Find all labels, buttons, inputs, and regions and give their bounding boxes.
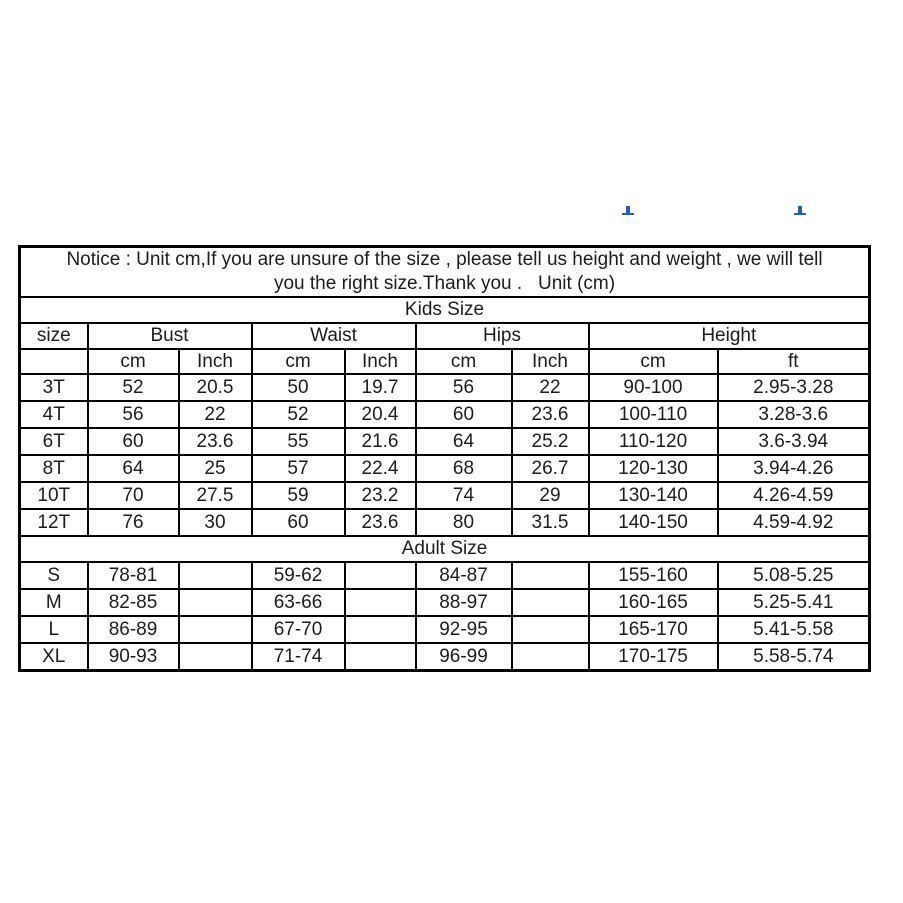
table-cell: 5.58-5.74 [718,643,870,671]
size-label: M [20,589,88,616]
table-cell: 64 [88,455,179,482]
table-cell: 82-85 [88,589,179,616]
table-cell: 96-99 [416,643,512,671]
table-cell: 60 [88,428,179,455]
table-row-l [20,616,870,643]
size-label: XL [20,643,88,671]
column-group-header-row [20,323,870,349]
table-cell: 110-120 [589,428,718,455]
size-label: 4T [20,401,88,428]
table-cell: 67-70 [252,616,345,643]
kids-section-title: Kids Size [20,297,870,323]
table-cell: 90-93 [88,643,179,671]
table-cell [512,562,589,589]
table-cell: 2.95-3.28 [718,374,870,401]
table-cell [345,589,416,616]
table-cell [345,562,416,589]
table-cell: 140-150 [589,509,718,536]
table-cell: 155-160 [589,562,718,589]
table-cell: 5.08-5.25 [718,562,870,589]
table-cell: 25 [179,455,252,482]
table-row-3t [20,374,870,401]
table-cell: 130-140 [589,482,718,509]
table-cell: 22.4 [345,455,416,482]
table-cell: 165-170 [589,616,718,643]
table-cell: 23.6 [512,401,589,428]
table-cell: 59-62 [252,562,345,589]
size-label: L [20,616,88,643]
table-row-8t [20,455,870,482]
table-cell: 4.26-4.59 [718,482,870,509]
table-cell [179,616,252,643]
table-cell [512,643,589,671]
unit-header-row [20,349,870,374]
table-cell: 63-66 [252,589,345,616]
table-row-s [20,562,870,589]
table-row-12t [20,509,870,536]
table-cell: 3.6-3.94 [718,428,870,455]
table-cell [512,589,589,616]
header-height-ft: ft [718,349,870,374]
kids-section-row [20,297,870,323]
adult-section-title: Adult Size [20,536,870,562]
table-cell: 25.2 [512,428,589,455]
notice-line-1: Notice : Unit cm,If you are unsure of the size , please tell us height and weight , we will tell [66,249,823,270]
table-cell: 160-165 [589,589,718,616]
table-cell: 55 [252,428,345,455]
header-size: size [20,323,88,349]
header-hips: Hips [416,323,589,349]
table-cell: 26.7 [512,455,589,482]
notice-line-2: you the right size.Thank you . Unit (cm) [273,273,616,294]
table-cell: 56 [88,401,179,428]
table-cell: 74 [416,482,512,509]
header-bust: Bust [88,323,252,349]
table-cell: 90-100 [589,374,718,401]
size-chart-table [18,245,871,672]
table-cell: 52 [252,401,345,428]
table-cell: 31.5 [512,509,589,536]
table-cell: 56 [416,374,512,401]
table-cell: 86-89 [88,616,179,643]
size-label: 3T [20,374,88,401]
table-cell [512,616,589,643]
table-cell: 170-175 [589,643,718,671]
notice-cell [20,247,870,298]
table-cell: 22 [512,374,589,401]
size-label: 8T [20,455,88,482]
size-label: 6T [20,428,88,455]
table-cell: 52 [88,374,179,401]
table-row-10t [20,482,870,509]
table-cell: 23.6 [179,428,252,455]
table-cell: 50 [252,374,345,401]
table-cell: 71-74 [252,643,345,671]
table-cell: 57 [252,455,345,482]
table-cell: 23.6 [345,509,416,536]
header-waist: Waist [252,323,416,349]
table-cell [179,589,252,616]
table-cell: 30 [179,509,252,536]
header-waist-cm: cm [252,349,345,374]
table-row-4t [20,401,870,428]
table-cell [179,562,252,589]
table-cell: 27.5 [179,482,252,509]
table-cell: 80 [416,509,512,536]
table-cell: 20.5 [179,374,252,401]
table-cell: 64 [416,428,512,455]
size-label: S [20,562,88,589]
table-cell: 84-87 [416,562,512,589]
table-cell: 22 [179,401,252,428]
table-cell: 23.2 [345,482,416,509]
table-cell: 19.7 [345,374,416,401]
table-cell: 29 [512,482,589,509]
table-cell: 70 [88,482,179,509]
table-row-m [20,589,870,616]
table-cell: 88-97 [416,589,512,616]
table-cell: 76 [88,509,179,536]
table-row-xl [20,643,870,671]
table-row-6t [20,428,870,455]
header-height-cm: cm [589,349,718,374]
table-cell: 92-95 [416,616,512,643]
table-cell [345,643,416,671]
header-waist-inch: Inch [345,349,416,374]
table-cell: 60 [252,509,345,536]
size-label: 12T [20,509,88,536]
table-cell: 78-81 [88,562,179,589]
table-cell: 68 [416,455,512,482]
table-cell: 20.4 [345,401,416,428]
table-cell: 3.94-4.26 [718,455,870,482]
cropped-blue-text-fragment [794,206,806,215]
notice-row [20,247,870,298]
table-cell: 4.59-4.92 [718,509,870,536]
table-cell: 5.41-5.58 [718,616,870,643]
adult-section-row [20,536,870,562]
header-hips-inch: Inch [512,349,589,374]
table-cell: 60 [416,401,512,428]
header-height: Height [589,323,870,349]
table-cell [345,616,416,643]
cropped-blue-text-fragment [622,206,634,215]
table-cell: 5.25-5.41 [718,589,870,616]
table-cell: 59 [252,482,345,509]
header-bust-inch: Inch [179,349,252,374]
table-cell: 120-130 [589,455,718,482]
size-label: 10T [20,482,88,509]
table-cell [179,643,252,671]
header-hips-cm: cm [416,349,512,374]
header-bust-cm: cm [88,349,179,374]
header-empty [20,349,88,374]
table-cell: 100-110 [589,401,718,428]
table-cell: 3.28-3.6 [718,401,870,428]
table-cell: 21.6 [345,428,416,455]
